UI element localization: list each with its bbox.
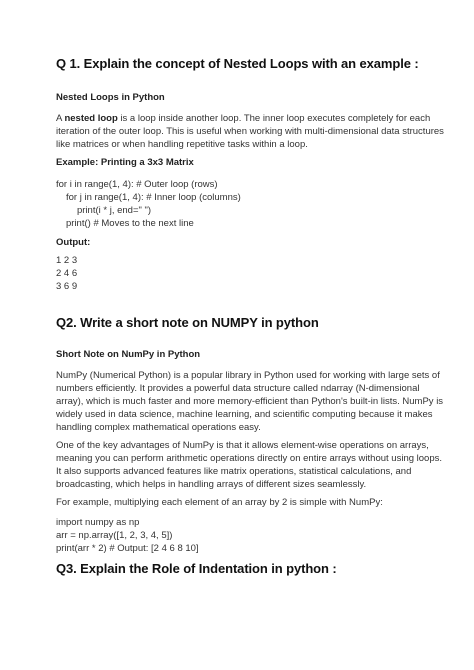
q1-subheading: Nested Loops in Python — [56, 92, 165, 103]
q2-code-line-1: import numpy as np — [56, 517, 140, 528]
q1-code-line-1: for i in range(1, 4): # Outer loop (rows) — [56, 179, 218, 190]
q1-example-heading: Example: Printing a 3x3 Matrix — [56, 157, 194, 168]
q1-code-line-3: print(i * j, end=" ") — [77, 205, 152, 216]
q1-code-line-4: print() # Moves to the next line — [66, 218, 194, 229]
q2-para2-line-4: broadcasting, which helps in handling arrays of different sizes seamlessly. — [56, 479, 367, 490]
q1-para-line-2: iteration of the outer loop. This is useful when working with multi-dimensional data structures — [56, 126, 444, 137]
q2-para3: For example, multiplying each element of an array by 2 is simple with NumPy: — [56, 497, 383, 508]
q1-output-line-2: 2 4 6 — [56, 268, 78, 279]
q2-para2-line-1: One of the key advantages of NumPy is that it allows element-wise operations on arrays, — [56, 440, 429, 451]
q1-para-line-1-pre: A — [56, 113, 65, 124]
q1-output-line-3: 3 6 9 — [56, 281, 78, 292]
q1-para-line-3: like matrices or when handling repetitive tasks within a loop. — [56, 139, 308, 150]
q1-output-line-1: 1 2 3 — [56, 255, 78, 266]
q2-subheading: Short Note on NumPy in Python — [56, 349, 201, 360]
q2-para1-line-4: widely used in data science, machine learning, and scientific computing because it makes — [56, 409, 433, 420]
q3-heading: Q3. Explain the Role of Indentation in python : — [56, 561, 337, 576]
q2-para2-line-3: It also supports advanced features like matrix operations, statistical calculations, and — [56, 466, 412, 477]
q2-heading: Q2. Write a short note on NUMPY in python — [56, 315, 319, 330]
q2-para2-line-2: meaning you can perform arithmetic operations directly on entire arrays without using loops. — [56, 453, 442, 464]
q2-para1-line-3: array), which is much faster and more memory-efficient than Python's built-in lists. NumPy is — [56, 396, 444, 407]
q2-para1-line-5: handling complex mathematical operations easy. — [56, 422, 261, 433]
q1-nested-loop-term: nested loop — [64, 113, 118, 124]
q2-code-line-3: print(arr * 2) # Output: [2 4 6 8 10] — [56, 543, 199, 554]
q1-output-heading: Output: — [56, 237, 91, 248]
q2-code-line-2: arr = np.array([1, 2, 3, 4, 5]) — [56, 530, 173, 541]
q1-para-line-1 — [56, 112, 430, 126]
q2-para1-line-2: numbers efficiently. It provides a powerful data structure called ndarray (N-dimensional — [56, 383, 420, 394]
q1-heading: Q 1. Explain the concept of Nested Loops with an example : — [56, 56, 419, 71]
q1-code-line-2: for j in range(1, 4): # Inner loop (columns) — [66, 192, 241, 203]
q2-para1-line-1: NumPy (Numerical Python) is a popular library in Python used for working with large sets of — [56, 370, 440, 381]
q1-para-line-1-post: is a loop inside another loop. The inner loop executes completely for each — [117, 113, 431, 124]
